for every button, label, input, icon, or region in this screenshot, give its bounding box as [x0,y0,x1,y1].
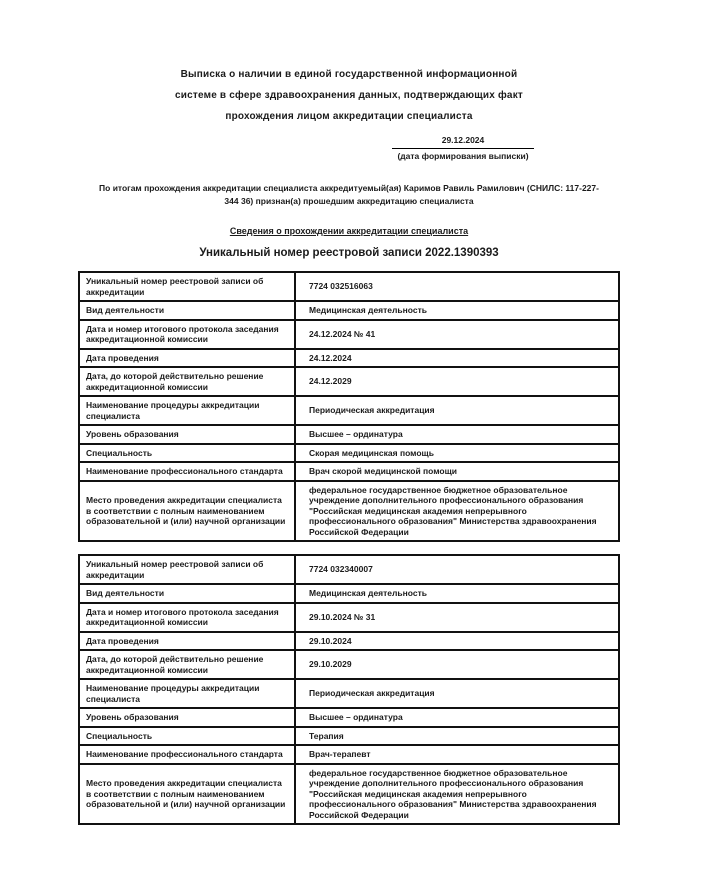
table-row [79,650,619,679]
row-label: Наименование процедуры аккредитации специалиста [79,679,295,708]
table-row [79,727,619,746]
section-heading: Сведения о прохождении аккредитации специалиста [229,226,469,236]
row-value: 24.12.2029 [295,367,619,396]
row-value: 29.10.2029 [295,650,619,679]
title-line: прохождения лицом аккредитации специалиста [225,111,473,122]
table-row [79,320,619,349]
row-label: Вид деятельности [79,584,295,603]
row-value: 7724 032516063 [295,272,619,301]
table-row [79,272,619,301]
intro-line: По итогам прохождения аккредитации специалиста аккредитуемый(ая) Каримов Равиль Рамилович (СНИЛС: 117-227- [99,183,599,193]
row-value: 24.12.2024 № 41 [295,320,619,349]
row-label: Наименование процедуры аккредитации специалиста [79,396,295,425]
table-row [79,603,619,632]
row-label: Уровень образования [79,708,295,727]
row-label: Наименование профессионального стандарта [79,462,295,481]
row-value: Врач-терапевт [295,745,619,764]
table-row [79,349,619,368]
accreditation-table-1 [78,271,620,542]
row-value: федеральное государственное бюджетное образовательное учреждение дополнительного профессионального образования "Российская медицинская академия непрерывного профессионального образования" Министерства здравоохранения Российской Федерации [295,764,619,825]
row-label: Дата и номер итогового протокола заседания аккредитационной комиссии [79,320,295,349]
title-line: системе в сфере здравоохранения данных, подтверждающих факт [175,90,523,101]
table-row [79,367,619,396]
document-content [78,0,620,825]
issue-date-value: 29.12.2024 [392,135,534,149]
row-value: Скорая медицинская помощь [295,444,619,463]
issue-date-caption: (дата формирования выписки) [397,151,529,161]
intro-paragraph [78,182,620,208]
intro-line: 344 36) признан(а) прошедшим аккредитацию специалиста [224,196,474,206]
table-row [79,632,619,651]
document-title [78,64,620,127]
table-row [79,444,619,463]
row-label: Место проведения аккредитации специалиста в соответствии с полным наименованием образовательной и (или) научной организации [79,481,295,542]
issue-date-block [392,135,534,162]
row-value: Терапия [295,727,619,746]
row-value: 24.12.2024 [295,349,619,368]
row-value: Высшее – ординатура [295,425,619,444]
registry-number-heading: Уникальный номер реестровой записи 2022.1390393 [199,247,499,259]
row-value: Медицинская деятельность [295,584,619,603]
table-row [79,708,619,727]
table-row [79,301,619,320]
table-row [79,462,619,481]
table-row [79,425,619,444]
row-label: Дата, до которой действительно решение аккредитационной комиссии [79,367,295,396]
row-label: Специальность [79,444,295,463]
row-value: Периодическая аккредитация [295,396,619,425]
table-row [79,679,619,708]
row-label: Уровень образования [79,425,295,444]
row-label: Дата и номер итогового протокола заседания аккредитационной комиссии [79,603,295,632]
table-row [79,555,619,584]
row-value: Высшее – ординатура [295,708,619,727]
row-label: Место проведения аккредитации специалиста в соответствии с полным наименованием образовательной и (или) научной организации [79,764,295,825]
row-value: Периодическая аккредитация [295,679,619,708]
row-value: 29.10.2024 [295,632,619,651]
row-label: Специальность [79,727,295,746]
table-row [79,745,619,764]
row-label: Дата проведения [79,632,295,651]
row-label: Наименование профессионального стандарта [79,745,295,764]
row-label: Дата, до которой действительно решение аккредитационной комиссии [79,650,295,679]
table-row [79,584,619,603]
title-line: Выписка о наличии в единой государственной информационной [180,69,518,80]
row-value: Врач скорой медицинской помощи [295,462,619,481]
row-value: Медицинская деятельность [295,301,619,320]
row-label: Вид деятельности [79,301,295,320]
table-row [79,396,619,425]
row-value: 7724 032340007 [295,555,619,584]
row-label: Дата проведения [79,349,295,368]
row-value: федеральное государственное бюджетное образовательное учреждение дополнительного профессионального образования "Российская медицинская академия непрерывного профессионального образования" Министерства здравоохранения Российской Федерации [295,481,619,542]
row-label: Уникальный номер реестровой записи об аккредитации [79,272,295,301]
table-row [79,764,619,825]
row-label: Уникальный номер реестровой записи об аккредитации [79,555,295,584]
table-row [79,481,619,542]
row-value: 29.10.2024 № 31 [295,603,619,632]
accreditation-table-2 [78,554,620,825]
